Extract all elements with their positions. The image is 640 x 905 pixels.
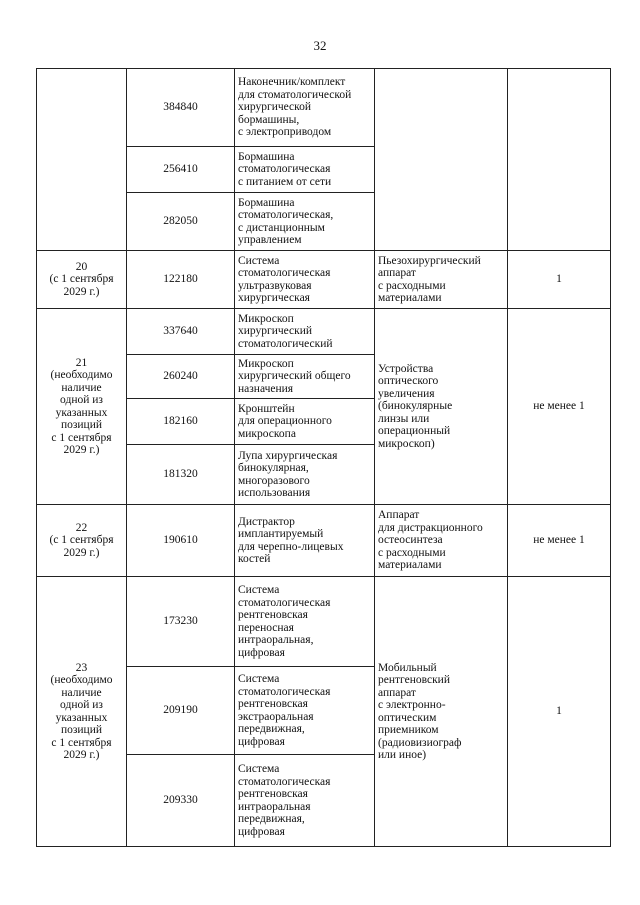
type-cell: Система стоматологическая ультразвуковая хирургическая [235,251,375,309]
type-cell: Система стоматологическая рентгеновская переносная интраоральная, цифровая [235,577,375,667]
code-cell: 173230 [127,577,235,667]
code-cell: 122180 [127,251,235,309]
quantity-cell [508,69,611,251]
position-number-cell: 22 (с 1 сентября 2029 г.) [37,505,127,577]
type-cell: Кронштейн для операционного микроскопа [235,399,375,445]
code-cell: 190610 [127,505,235,577]
code-cell: 181320 [127,445,235,505]
quantity-cell: 1 [508,577,611,847]
function-cell: Мобильный рентгеновский аппарат с электронно- оптическим приемником (радиовизиограф или иное) [375,577,508,847]
code-cell: 182160 [127,399,235,445]
function-cell: Аппарат для дистракционного остеосинтеза с расходными материалами [375,505,508,577]
code-cell: 260240 [127,355,235,399]
code-cell: 384840 [127,69,235,147]
position-number-cell: 23 (необходимо наличие одной из указанных позиций с 1 сентября 2029 г.) [37,577,127,847]
equipment-table [36,68,611,847]
position-number-cell [37,69,127,251]
type-cell: Лупа хирургическая бинокулярная, многоразового использования [235,445,375,505]
page-number: 32 [313,38,327,53]
code-cell: 209190 [127,667,235,755]
code-cell: 256410 [127,147,235,193]
quantity-cell: не менее 1 [508,505,611,577]
function-cell: Пьезохирургический аппарат с расходными материалами [375,251,508,309]
table-row [37,309,611,355]
code-cell: 209330 [127,755,235,847]
type-cell: Бормашина стоматологическая, с дистанционным управлением [235,193,375,251]
type-cell: Дистрактор имплантируемый для черепно-лицевых костей [235,505,375,577]
code-cell: 337640 [127,309,235,355]
quantity-cell: не менее 1 [508,309,611,505]
table-row [37,505,611,577]
function-cell [375,69,508,251]
type-cell: Микроскоп хирургический стоматологический [235,309,375,355]
position-number-cell: 21 (необходимо наличие одной из указанных позиций с 1 сентября 2029 г.) [37,309,127,505]
code-cell: 282050 [127,193,235,251]
quantity-cell: 1 [508,251,611,309]
function-cell: Устройства оптического увеличения (бинокулярные линзы или операционный микроскоп) [375,309,508,505]
position-number-cell: 20 (с 1 сентября 2029 г.) [37,251,127,309]
type-cell: Бормашина стоматологическая с питанием от сети [235,147,375,193]
type-cell: Микроскоп хирургический общего назначения [235,355,375,399]
type-cell: Наконечник/комплект для стоматологической хирургической бормашины, с электроприводом [235,69,375,147]
type-cell: Система стоматологическая рентгеновская интраоральная передвижная, цифровая [235,755,375,847]
table-row [37,577,611,667]
type-cell: Система стоматологическая рентгеновская экстраоральная передвижная, цифровая [235,667,375,755]
table-row [37,251,611,309]
table-row [37,69,611,147]
